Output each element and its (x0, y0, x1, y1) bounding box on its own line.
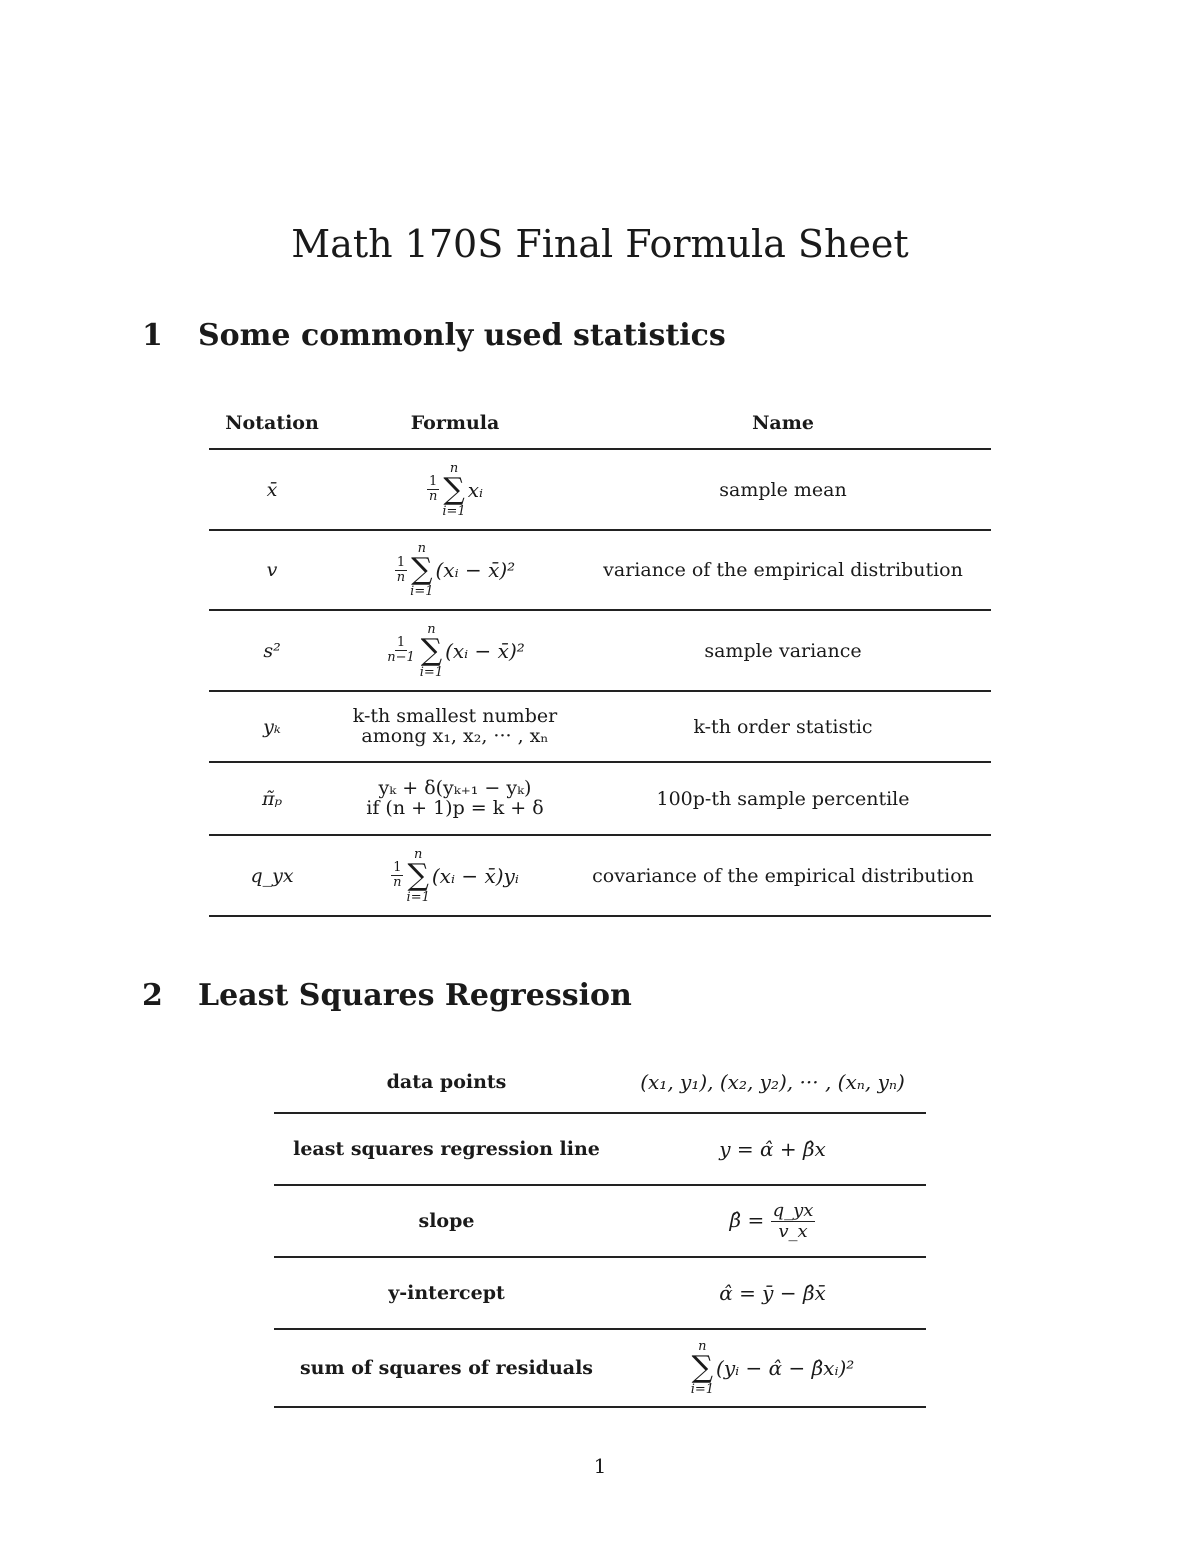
formula-body: (xᵢ − x̄)yᵢ (431, 863, 519, 888)
summation-symbol: ∑ (411, 552, 433, 587)
formula-line-1: yₖ + δ(yₖ₊₁ − yₖ) (378, 777, 532, 799)
table-row (209, 762, 991, 835)
table-row (209, 835, 991, 916)
row-label: slope (274, 1185, 619, 1257)
table-row (274, 1051, 926, 1113)
column-header-formula: Formula (335, 398, 575, 449)
slope-denominator: v_x (778, 1220, 808, 1242)
notation-cell: s² (209, 610, 335, 691)
formula-line-2: if (n + 1)p = k + δ (366, 797, 544, 819)
row-label: least squares regression line (274, 1113, 619, 1185)
name-cell: covariance of the empirical distribution (575, 835, 991, 916)
table-row (274, 1113, 926, 1185)
column-header-notation: Notation (209, 398, 335, 449)
table-row (274, 1329, 926, 1407)
sum-lower-limit: i=1 (690, 1382, 715, 1397)
frac-denominator: n (428, 489, 438, 504)
formula-body: (xᵢ − x̄)² (445, 638, 525, 663)
section-number: 2 (142, 978, 163, 1013)
name-cell: k-th order statistic (575, 691, 991, 762)
sum-lower-limit: i=1 (406, 889, 430, 905)
row-value: α̂ = ȳ − β̂x̄ (619, 1257, 926, 1329)
sum-upper-limit: n (698, 1339, 707, 1354)
table-row (209, 449, 991, 530)
row-value (619, 1185, 926, 1257)
section-2-heading (142, 978, 632, 1013)
row-label: sum of squares of residuals (274, 1329, 619, 1407)
formula-body: (xᵢ − x̄)² (435, 558, 516, 582)
page-title: Math 170S Final Formula Sheet (291, 222, 909, 266)
page-number: 1 (593, 1454, 607, 1478)
formula-cell (335, 530, 575, 610)
formula-cell (335, 449, 575, 530)
summation-symbol: ∑ (443, 471, 465, 507)
frac-numerator: 1 (429, 474, 438, 489)
table-row (274, 1257, 926, 1329)
row-label: data points (274, 1051, 619, 1113)
sum-upper-limit: n (417, 541, 427, 556)
name-cell: sample variance (575, 610, 991, 691)
row-value: (x₁, y₁), (x₂, y₂), ··· , (xₙ, yₙ) (619, 1051, 926, 1113)
notation-cell: yₖ (209, 691, 335, 762)
formula-line-1: k-th smallest number (352, 705, 558, 727)
regression-table (274, 1051, 926, 1408)
table-row (209, 691, 991, 762)
section-1-heading (142, 318, 726, 353)
slope-lhs: β̂ = (729, 1207, 765, 1232)
section-title: Least Squares Regression (198, 978, 632, 1013)
sum-lower-limit: i=1 (419, 664, 444, 680)
slope-numerator: q_yx (772, 1199, 814, 1221)
sum-lower-limit: i=1 (442, 503, 466, 519)
table-row (274, 1185, 926, 1257)
formula-line-2: among x₁, x₂, ··· , xₙ (361, 725, 549, 747)
formula-cell (335, 762, 575, 835)
frac-denominator: n−1 (387, 650, 415, 665)
frac-numerator: 1 (393, 860, 402, 875)
summation-symbol: ∑ (407, 857, 429, 893)
formula-cell (335, 835, 575, 916)
frac-denominator: n (396, 569, 406, 585)
column-header-name: Name (575, 398, 991, 449)
summation-symbol: ∑ (420, 632, 443, 668)
summation-symbol: ∑ (691, 1350, 714, 1385)
notation-cell: v (209, 530, 335, 610)
row-label: y-intercept (274, 1257, 619, 1329)
table-header-row (209, 398, 991, 449)
sum-upper-limit: n (414, 846, 423, 862)
sum-upper-limit: n (427, 621, 436, 637)
name-cell: sample mean (575, 449, 991, 530)
row-value (619, 1329, 926, 1407)
table-row (209, 610, 991, 691)
frac-numerator: 1 (396, 635, 406, 650)
statistics-table (209, 398, 991, 917)
row-value: y = α̂ + β̂x (619, 1113, 926, 1185)
notation-cell: q_yx (209, 835, 335, 916)
sum-lower-limit: i=1 (410, 584, 434, 599)
notation-cell: π̃ₚ (209, 762, 335, 835)
frac-numerator: 1 (396, 554, 406, 570)
name-cell: variance of the empirical distribution (575, 530, 991, 610)
sum-upper-limit: n (449, 460, 459, 476)
notation-cell: x̄ (209, 449, 335, 530)
formula-body: (yᵢ − α̂ − β̂xᵢ)² (716, 1356, 855, 1380)
formula-cell (335, 610, 575, 691)
formula-body: xᵢ (467, 477, 483, 502)
table-row (209, 530, 991, 610)
frac-denominator: n (393, 875, 402, 890)
section-number: 1 (142, 318, 163, 353)
section-title: Some commonly used statistics (198, 318, 726, 353)
name-cell: 100p-th sample percentile (575, 762, 991, 835)
formula-cell (335, 691, 575, 762)
